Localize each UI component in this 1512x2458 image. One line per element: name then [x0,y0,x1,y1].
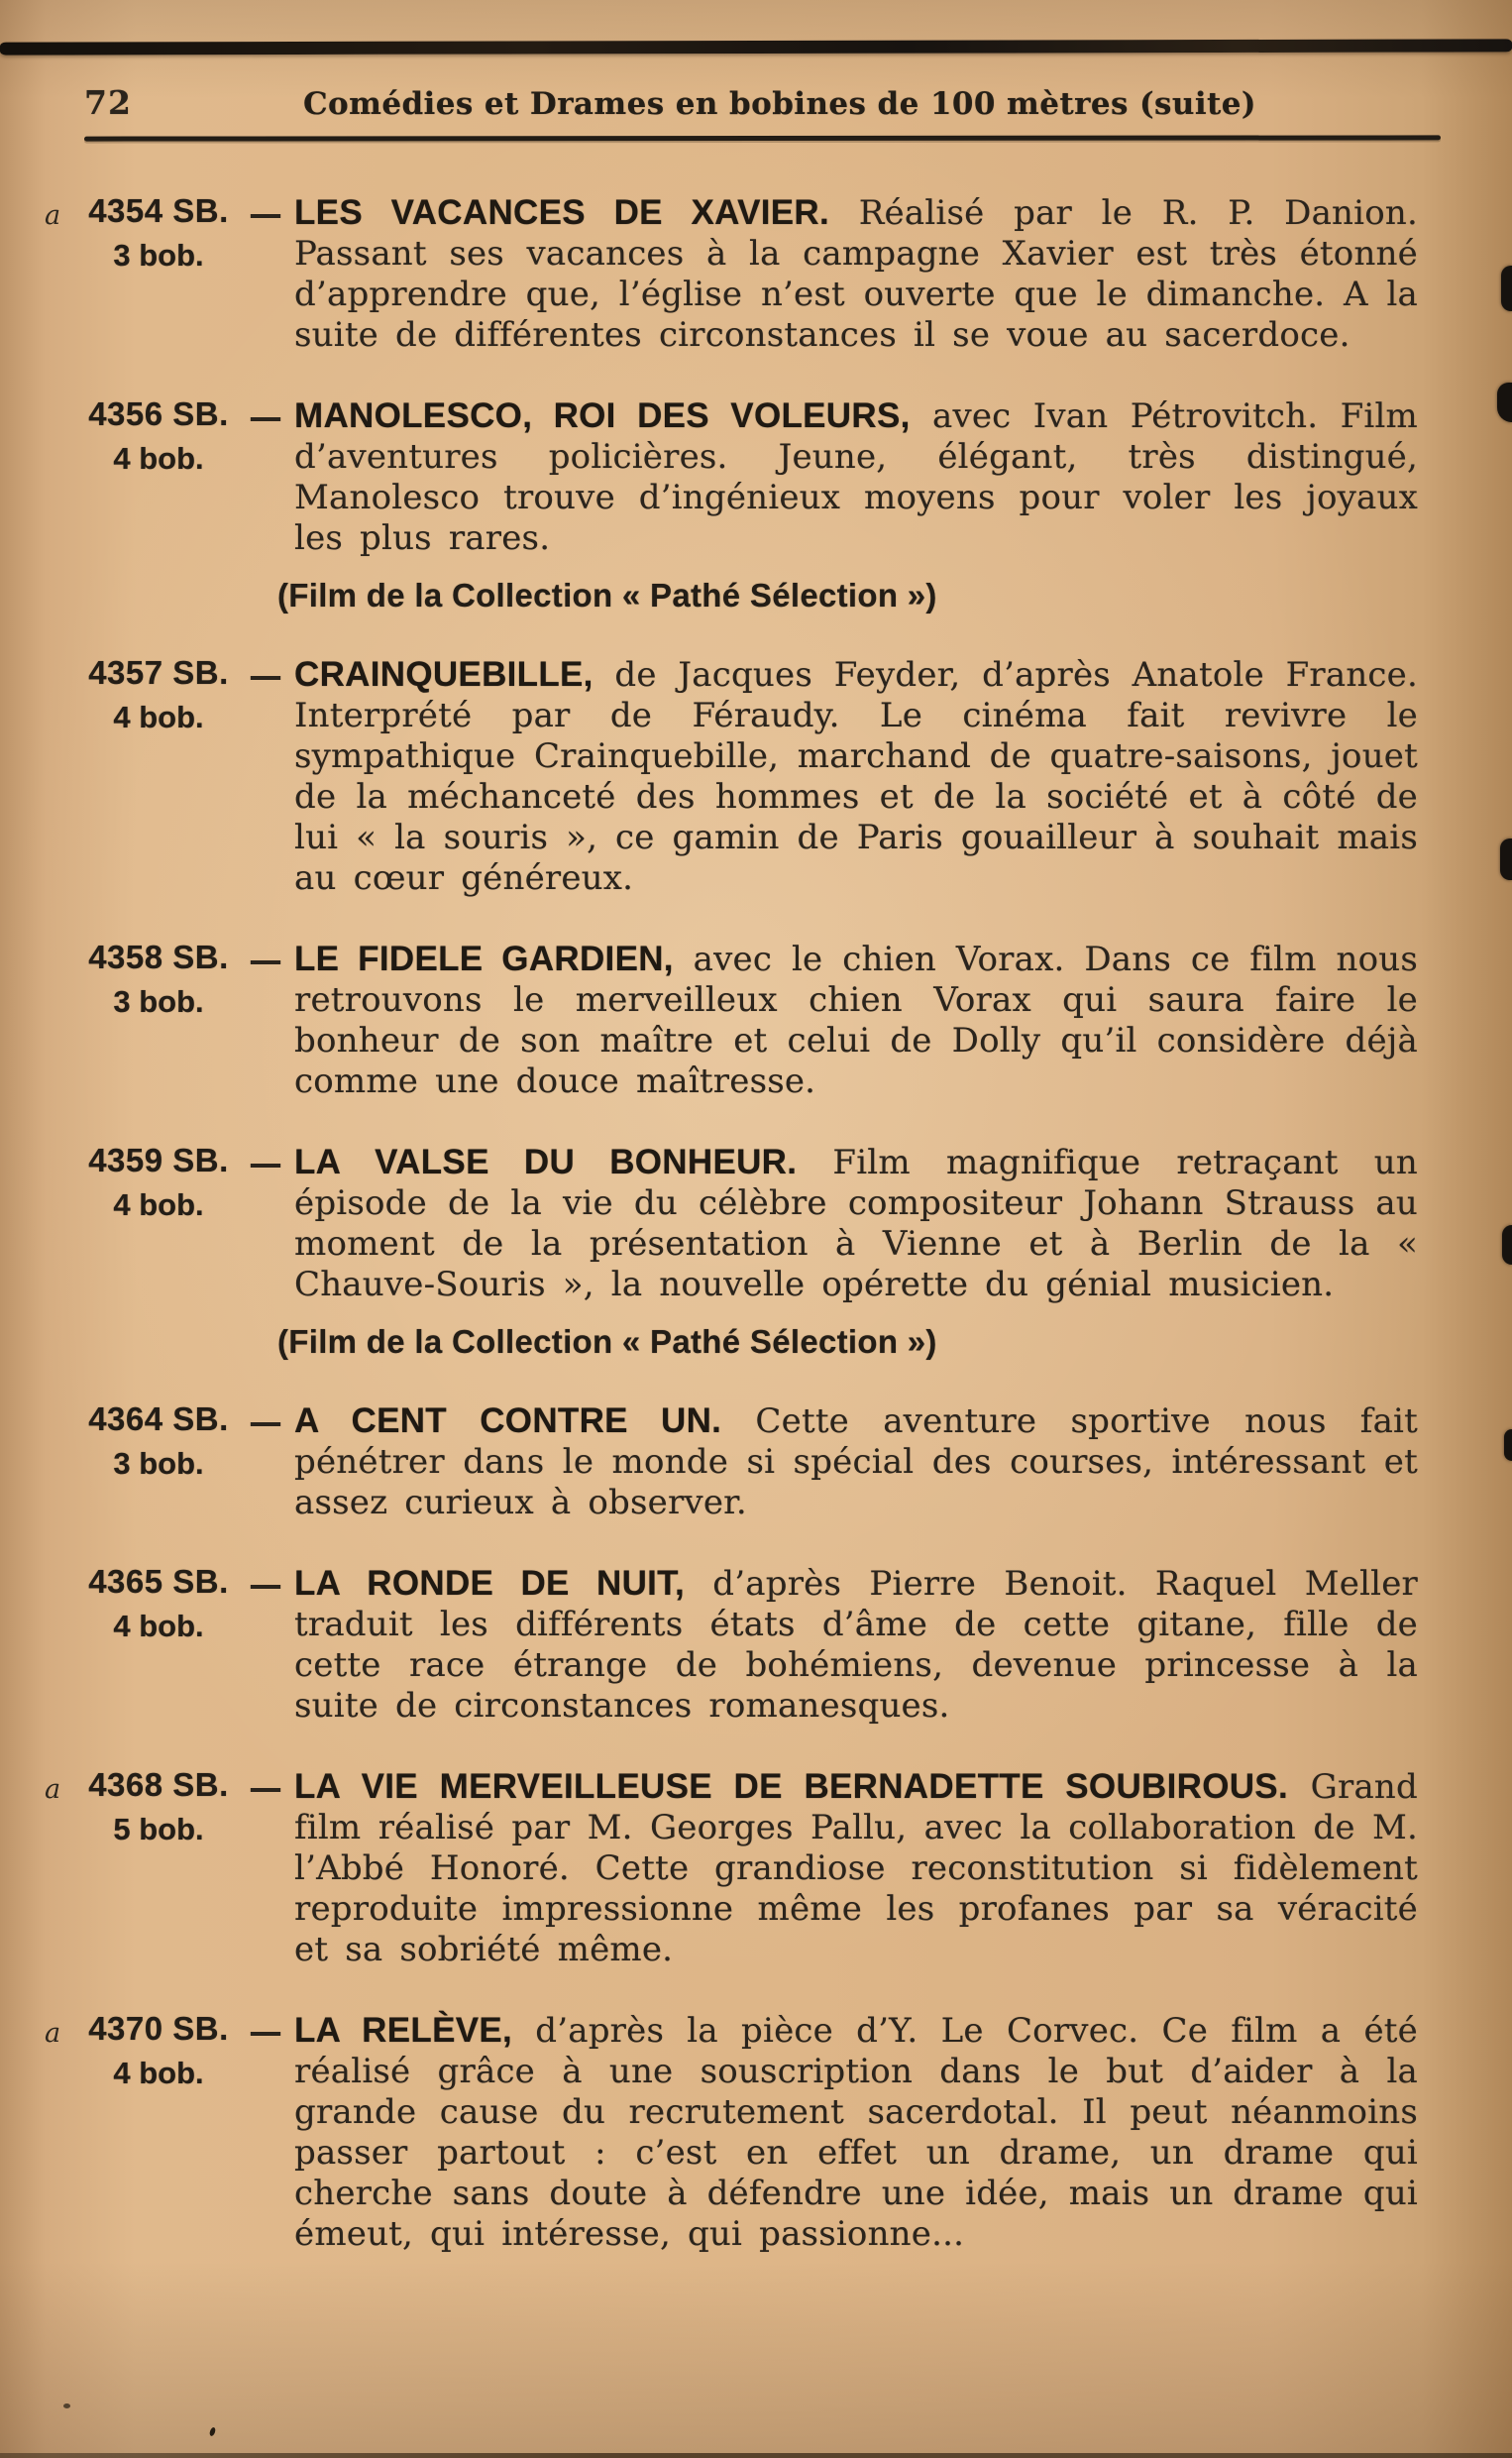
entry-dash: — [249,1144,282,1183]
catalog-number-column [80,939,237,1020]
scan-artifact-edge-mark [1501,266,1512,311]
margin-marker [45,939,80,947]
film-title: A CENT CONTRE UN. [294,1401,722,1440]
catalog-number-column [80,192,237,274]
scan-artifact-bottom-edge [0,2453,1512,2458]
entries-list [0,192,1512,2255]
film-title: LA RELÈVE, [294,2011,513,2050]
film-entry-row [45,395,1418,559]
film-title: CRAINQUEBILLE, [294,655,594,694]
catalog-number: 4364 SB. [88,1400,229,1437]
entry-dash: — [249,1565,282,1605]
entry-text [294,1563,1418,1727]
film-description: de Jacques Feyder, d’après Anatole France. Interprété par de Féraudy. Le cinéma fait revivre le sympathique Crainquebille, marchand de quatre-saisons, jouet de la méchanceté des hommes et de la société et à côté de lui « la souris », ce gamin de Paris gouailleur à souhait mais au cœur généreux. [294,655,1418,898]
film-title: LA VIE MERVEILLEUSE DE BERNADETTE SOUBIROUS. [294,1767,1288,1806]
page-number: 72 [84,83,132,122]
film-description: d’après Pierre Benoit. Raquel Meller traduit les différents états d’âme de cette gitane, fille de cette race étrange de bohémiens, devenue princesse à la suite de circonstances romanesques. [294,1564,1418,1726]
film-description: avec Ivan Pétrovitch. Film d’aventures policières. Jeune, élégant, très distingué, Manolesco trouve d’ingénieux moyens pour voler les joyaux les plus rares. [294,396,1418,558]
entry-text [294,192,1418,356]
margin-marker: a [45,2018,61,2049]
film-description: d’après la pièce d’Y. Le Corvec. Ce film a été réalisé grâce à une souscription dans le but d’aider à la grande cause du recrutement sacerdotal. Il peut néanmoins passer partout : c’est en effet un drame, un drame qui cherche sans doute à défendre une idée, mais un drame qui émeut, qui intéresse, qui passionne... [294,2011,1418,2254]
entry-dash: — [249,1402,282,1442]
film-description: Grand film réalisé par M. Georges Pallu, avec la collaboration de M. l’Abbé Honoré. Cette grandiose reconstitution si fidèlement reproduite impressionne même les profanes par sa véracité et sa sobriété même. [294,1767,1418,1969]
film-entry-row [45,2010,1418,2255]
running-title: Comédies et Drames en bobines de 100 mètres (suite) [302,86,1256,122]
catalog-number-column [80,1766,237,1847]
film-title: LA RONDE DE NUIT, [294,1564,686,1603]
film-entry-row [45,1563,1418,1727]
catalog-number: 4370 SB. [88,2010,229,2047]
film-entry [45,1400,1418,1523]
film-entry [45,1142,1418,1361]
entry-dash: — [249,397,282,437]
film-entry [45,654,1418,899]
film-entry [45,2010,1418,2255]
entry-text [294,939,1418,1102]
entry-dash: — [249,194,282,234]
film-entry [45,1563,1418,1727]
film-entry-row [45,1400,1418,1523]
reel-count: 4 bob. [113,700,204,734]
entry-text [294,395,1418,559]
collection-note: (Film de la Collection « Pathé Sélection ») [277,1323,937,1360]
entry-text [294,654,1418,899]
margin-marker: a [45,1774,61,1805]
reel-count: 3 bob. [113,1446,204,1481]
film-title: LA VALSE DU BONHEUR. [294,1143,798,1181]
film-entry [45,395,1418,614]
reel-count: 4 bob. [113,2056,204,2090]
reel-count: 4 bob. [113,441,204,476]
film-entry [45,939,1418,1102]
scan-artifact-top-streak [0,39,1512,55]
margin-marker [45,1563,80,1571]
catalog-number-column [80,1563,237,1644]
entry-text [294,1766,1418,1970]
film-description: Cette aventure sportive nous fait pénétrer dans le monde si spécial des courses, intéressant et assez curieux à observer. [294,1401,1418,1522]
catalog-number-column [80,1400,237,1482]
film-title: MANOLESCO, ROI DES VOLEURS, [294,396,911,435]
page-header [84,83,1428,122]
entry-dash: — [249,2012,282,2052]
margin-marker [45,1142,80,1150]
catalog-number: 4365 SB. [88,1563,229,1600]
catalog-number: 4356 SB. [88,395,229,432]
scan-artifact-edge-mark [1504,1429,1512,1461]
reel-count: 4 bob. [113,1187,204,1222]
catalog-number: 4368 SB. [88,1766,229,1803]
film-entry-row [45,1766,1418,1970]
entry-text [294,1142,1418,1305]
reel-count: 4 bob. [113,1609,204,1643]
catalog-number: 4359 SB. [88,1142,229,1178]
entry-text [294,1400,1418,1523]
reel-count: 3 bob. [113,238,204,273]
margin-marker [45,654,80,662]
catalog-number: 4358 SB. [88,939,229,975]
scan-artifact-edge-mark [1502,1225,1512,1265]
margin-marker [45,1400,80,1408]
header-rule [84,135,1441,141]
margin-marker [45,395,80,403]
entry-dash: — [249,656,282,696]
film-entry [45,1766,1418,1970]
entry-text [294,2010,1418,2255]
film-title: LES VACANCES DE XAVIER. [294,193,830,232]
film-entry [45,192,1418,356]
scan-artifact-speck [63,2403,70,2408]
reel-count: 5 bob. [113,1812,204,1846]
film-entry-row [45,654,1418,899]
entry-dash: — [249,1768,282,1808]
catalog-number-column [80,654,237,735]
film-description: Réalisé par le R. P. Danion. Passant ses vacances à la campagne Xavier est très étonné d’apprendre que, l’église n’est ouverte que le dimanche. A la suite de différentes circonstances il se voue au sacerdoce. [294,193,1419,355]
film-description: Film magnifique retraçant un épisode de la vie du célèbre compositeur Johann Strauss au moment de la présentation à Vienne et à Berlin de la « Chauve-Souris », la nouvelle opérette du génial musicien. [294,1143,1418,1304]
catalog-number: 4354 SB. [88,192,229,229]
scan-artifact-edge-mark [1497,383,1512,422]
reel-count: 3 bob. [113,984,204,1019]
film-description: avec le chien Vorax. Dans ce film nous retrouvons le merveilleux chien Vorax qui saura faire le bonheur de son maître et celui de Dolly qu’il considère déjà comme une douce maîtresse. [294,940,1418,1101]
catalog-number: 4357 SB. [88,654,229,691]
film-entry-row [45,1142,1418,1305]
film-title: LE FIDELE GARDIEN, [294,940,674,978]
film-entry-row [45,939,1418,1102]
entry-dash: — [249,941,282,980]
film-entry-row [45,192,1418,356]
scan-artifact-edge-mark [1500,838,1512,880]
scan-artifact-speck [209,2426,217,2436]
margin-marker: a [45,200,61,231]
catalog-number-column [80,1142,237,1223]
catalog-number-column [80,2010,237,2091]
collection-note: (Film de la Collection « Pathé Sélection ») [277,577,937,614]
catalog-number-column [80,395,237,477]
